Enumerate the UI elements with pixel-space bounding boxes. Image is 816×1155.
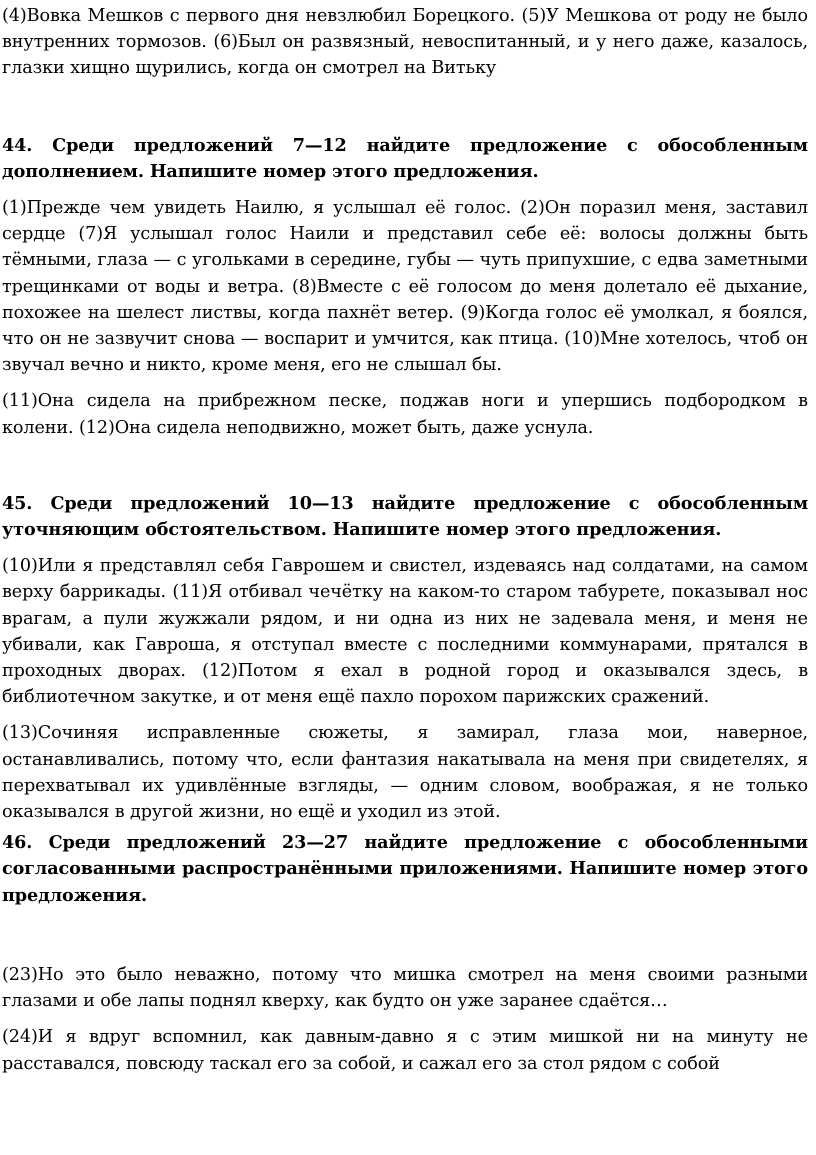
- text-paragraph: (4)Вовка Мешков с первого дня невзлюбил Борецкого. (5)У Мешкова от роду не было внутренних тормозов. (6)Был он развязный, невоспитанный, и у него даже, казалось, глазки хищно щурились, когда он смотрел на Витьку: [2, 6, 808, 79]
- text-paragraph: (24)И я вдруг вспомнил, как давным-давно я с этим мишкой ни на минуту не расставался, повсюду таскал его за собой, и сажал его за стол рядом с собой: [2, 1027, 808, 1074]
- question-45: 45. Среди предложений 10—13 найдите предложение с обособленным уточняющим обстоятельством. Напишите номер этого предложения.: [2, 492, 808, 541]
- question-44: 44. Среди предложений 7—12 найдите предложение с обособленным дополнением. Напишите номер этого предложения.: [2, 134, 808, 182]
- text-paragraph: (10)Или я представлял себя Гаврошем и свистел, издеваясь над солдатами, на самом верху баррикады. (11)Я отбивал чечётку на каком-то старом табурете, показывал нос врагам, а пули жужжали рядом, и ни одна из них не задевала меня, и меня не убивали, как Гавроша, я отступал вместе с последними коммунарами, прятался в проходных дворах. (12)Потом я ехал в родной город и оказывался здесь, в библиотечном закутке, и от меня ещё пахло порохом парижских сражений.: [2, 556, 808, 708]
- text-paragraph: (13)Сочиняя исправленные сюжеты, я замирал, глаза мои, наверное, останавливались, потому что, если фантазия накатывала на меня при свидетелях, я перехватывал их удивлённые взгляды, — одним словом, воображая, я не только оказывался в другой жизни, но ещё и уходил из этой.: [2, 723, 808, 823]
- text-paragraph: (1)Прежде чем увидеть Наилю, я услышал её голос. (2)Он поразил меня, заставил сердце (7)Я услышал голос Наили и представил себе её: волосы должны быть тёмными, глаза — с угольками в середине, губы — чуть припухшие, с едва заметными трещинками от воды и ветра. (8)Вместе с её голосом до меня долетало её дыхание, похожее на шелест листвы, когда пахнёт ветер. (9)Когда голос её умолкал, я боялся, что он не зазвучит снова — воспарит и умчится, как птица. (10)Мне хотелось, чтоб он звучал вечно и никто, кроме меня, его не слышал бы.: [2, 198, 808, 376]
- question-46: 46. Среди предложений 23—27 найдите предложение с обособленными согласованными распространёнными приложениями. Напишите номер этого предложения.: [2, 832, 808, 906]
- text-paragraph: (11)Она сидела на прибрежном песке, поджав ноги и упершись подбородком в колени. (12)Она сидела неподвижно, может быть, даже уснула.: [2, 391, 808, 438]
- text-paragraph: (23)Но это было неважно, потому что мишка смотрел на меня своими разными глазами и обе лапы поднял кверху, как будто он уже заранее сдаётся…: [2, 964, 808, 1012]
